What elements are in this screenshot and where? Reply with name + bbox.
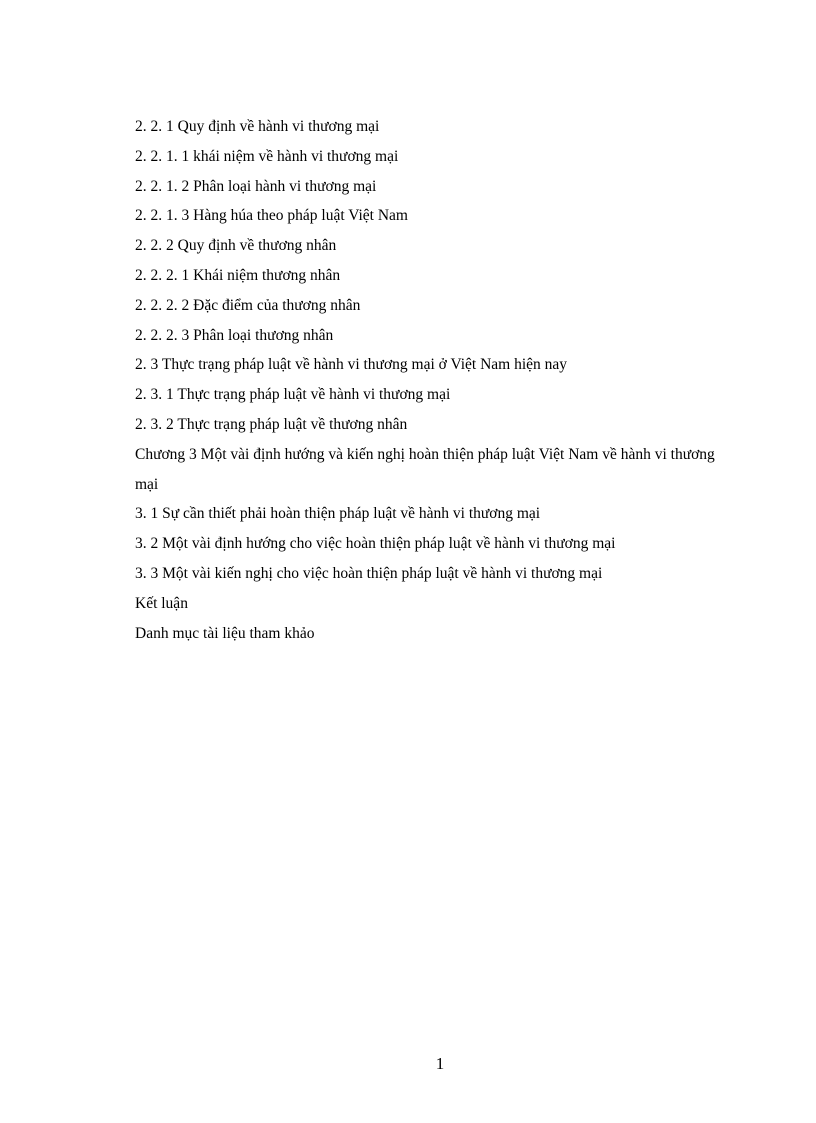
toc-entry-3-1: 3. 1 Sự cần thiết phải hoàn thiện pháp luật về hành vi thương mại [135, 505, 541, 523]
toc-entry-2-2-2-2: 2. 2. 2. 2 Đặc điểm của thương nhân [135, 296, 361, 314]
toc-entry-2-3: 2. 3 Thực trạng pháp luật về hành vi thương mại ở Việt Nam hiện nay [135, 356, 568, 374]
toc-entry-2-3-1: 2. 3. 1 Thực trạng pháp luật về hành vi thương mại [135, 386, 451, 404]
toc-entry-references: Danh mục tài liệu tham khảo [135, 624, 315, 642]
toc-entry-chapter-3: Chương 3 Một vài định hướng và kiến nghị hoàn thiện pháp luật Việt Nam về hành vi thương mại [135, 445, 715, 493]
toc-entry-conclusion: Kết luận [135, 594, 188, 612]
toc-entry-2-2-1: 2. 2. 1 Quy định về hành vi thương mại [135, 118, 380, 135]
toc-entry-3-2: 3. 2 Một vài định hướng cho việc hoàn thiện pháp luật về hành vi thương mại [135, 535, 616, 553]
toc-entry-3-3: 3. 3 Một vài kiến nghị cho việc hoàn thiện pháp luật về hành vi thương mại [135, 564, 603, 582]
toc-entry-2-2-2-1: 2. 2. 2. 1 Khái niệm thương nhân [135, 266, 341, 284]
toc-entry-2-2-2-3: 2. 2. 2. 3 Phân loại thương nhân [135, 326, 334, 344]
toc-entry-2-2-1-1: 2. 2. 1. 1 khái niệm về hành vi thương mại [135, 147, 399, 165]
toc-entry-2-2-1-2: 2. 2. 1. 2 Phân loại hành vi thương mại [135, 177, 377, 195]
toc-entry-2-3-2: 2. 3. 2 Thực trạng pháp luật về thương nhân [135, 415, 408, 433]
toc-entry-2-2-2: 2. 2. 2 Quy định về thương nhân [135, 237, 337, 255]
page-number: 1 [435, 1054, 445, 1073]
table-of-contents [135, 112, 735, 648]
toc-entry-2-2-1-3: 2. 2. 1. 3 Hàng húa theo pháp luật Việt Nam [135, 207, 408, 225]
